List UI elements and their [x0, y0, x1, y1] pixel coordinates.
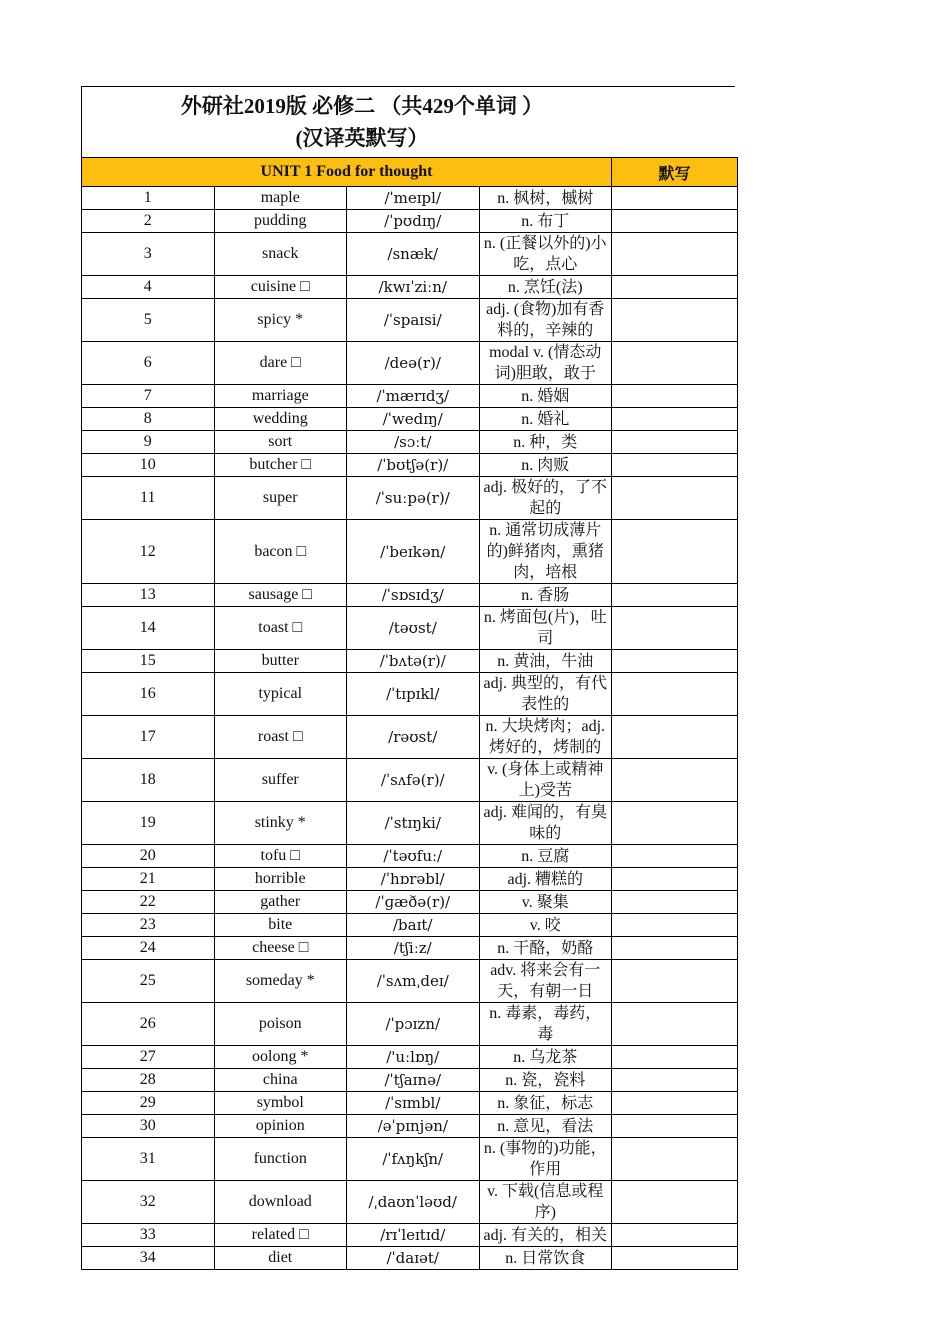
meaning-cell: n. 毒素，毒药，毒: [479, 1003, 612, 1046]
table-row: [82, 802, 738, 845]
word-cell: typical: [214, 673, 347, 716]
table-row: [82, 891, 738, 914]
dictation-cell[interactable]: [612, 1181, 738, 1224]
meaning-cell: adj. 极好的，了不起的: [479, 477, 612, 520]
phonetic-cell: /ˈsʌfə(r)/: [347, 759, 480, 802]
dictation-cell[interactable]: [612, 759, 738, 802]
dictation-heading: 默写: [612, 158, 738, 187]
dictation-cell[interactable]: [612, 1069, 738, 1092]
word-cell: poison: [214, 1003, 347, 1046]
table-row: [82, 187, 738, 210]
table-row: [82, 960, 738, 1003]
word-cell: bacon □: [214, 520, 347, 584]
word-cell: bite: [214, 914, 347, 937]
title-block: [81, 86, 735, 157]
phonetic-cell: /'uːlɒŋ/: [347, 1046, 480, 1069]
meaning-cell: adj. 难闻的，有臭味的: [479, 802, 612, 845]
row-number: 33: [82, 1224, 215, 1247]
row-number: 24: [82, 937, 215, 960]
row-number: 6: [82, 342, 215, 385]
meaning-cell: adj. 典型的，有代表性的: [479, 673, 612, 716]
meaning-cell: v. 咬: [479, 914, 612, 937]
phonetic-cell: /ˌdaʊnˈləʊd/: [347, 1181, 480, 1224]
row-number: 27: [82, 1046, 215, 1069]
row-number: 5: [82, 299, 215, 342]
meaning-cell: n. 布丁: [479, 210, 612, 233]
dictation-cell[interactable]: [612, 187, 738, 210]
row-number: 13: [82, 584, 215, 607]
word-cell: symbol: [214, 1092, 347, 1115]
meaning-cell: adv. 将来会有一天，有朝一日: [479, 960, 612, 1003]
dictation-cell[interactable]: [612, 914, 738, 937]
word-cell: snack: [214, 233, 347, 276]
dictation-cell[interactable]: [612, 1092, 738, 1115]
dictation-cell[interactable]: [612, 1138, 738, 1181]
dictation-cell[interactable]: [612, 891, 738, 914]
phonetic-cell: /ˈbʊtʃə(r)/: [347, 454, 480, 477]
dictation-cell[interactable]: [612, 210, 738, 233]
word-cell: sausage □: [214, 584, 347, 607]
dictation-cell[interactable]: [612, 1115, 738, 1138]
dictation-cell[interactable]: [612, 650, 738, 673]
table-row: [82, 1003, 738, 1046]
row-number: 20: [82, 845, 215, 868]
row-number: 18: [82, 759, 215, 802]
table-row: [82, 276, 738, 299]
row-number: 11: [82, 477, 215, 520]
phonetic-cell: /ˈtʃaɪnə/: [347, 1069, 480, 1092]
word-cell: roast □: [214, 716, 347, 759]
row-number: 3: [82, 233, 215, 276]
word-cell: butcher □: [214, 454, 347, 477]
table-row: [82, 759, 738, 802]
phonetic-cell: /əˈpɪnjən/: [347, 1115, 480, 1138]
table-row: [82, 607, 738, 650]
phonetic-cell: /ˈdaɪət/: [347, 1247, 480, 1270]
meaning-cell: n. (正餐以外的)小吃，点心: [479, 233, 612, 276]
dictation-cell[interactable]: [612, 342, 738, 385]
phonetic-cell: /ˈbeɪkən/: [347, 520, 480, 584]
word-cell: spicy *: [214, 299, 347, 342]
table-row: [82, 650, 738, 673]
meaning-cell: n. 枫树，槭树: [479, 187, 612, 210]
table-row: [82, 385, 738, 408]
vocabulary-table: [81, 157, 738, 1270]
word-cell: super: [214, 477, 347, 520]
unit-heading: UNIT 1 Food for thought: [82, 158, 612, 187]
meaning-cell: n. 香肠: [479, 584, 612, 607]
row-number: 2: [82, 210, 215, 233]
dictation-cell[interactable]: [612, 477, 738, 520]
meaning-cell: v. (身体上或精神上)受苦: [479, 759, 612, 802]
phonetic-cell: /ˈwedɪŋ/: [347, 408, 480, 431]
table-row: [82, 520, 738, 584]
table-row: [82, 1092, 738, 1115]
table-header-row: [82, 158, 738, 187]
meaning-cell: n. 烹饪(法): [479, 276, 612, 299]
phonetic-cell: /ˈhɒrəbl/: [347, 868, 480, 891]
row-number: 16: [82, 673, 215, 716]
word-cell: dare □: [214, 342, 347, 385]
word-cell: gather: [214, 891, 347, 914]
word-cell: function: [214, 1138, 347, 1181]
meaning-cell: n. 象征，标志: [479, 1092, 612, 1115]
phonetic-cell: /ˈpʊdɪŋ/: [347, 210, 480, 233]
phonetic-cell: /ˈbʌtə(r)/: [347, 650, 480, 673]
row-number: 9: [82, 431, 215, 454]
phonetic-cell: /ˈsɒsɪdʒ/: [347, 584, 480, 607]
phonetic-cell: /tʃiːz/: [347, 937, 480, 960]
phonetic-cell: /sɔːt/: [347, 431, 480, 454]
table-row: [82, 210, 738, 233]
vocabulary-sheet: [81, 86, 735, 1270]
meaning-cell: v. 聚集: [479, 891, 612, 914]
table-row: [82, 673, 738, 716]
row-number: 1: [82, 187, 215, 210]
row-number: 8: [82, 408, 215, 431]
row-number: 10: [82, 454, 215, 477]
meaning-cell: n. (事物的)功能，作用: [479, 1138, 612, 1181]
word-cell: sort: [214, 431, 347, 454]
dictation-cell[interactable]: [612, 1046, 738, 1069]
phonetic-cell: /rəʊst/: [347, 716, 480, 759]
phonetic-cell: /ˈtɪpɪkl/: [347, 673, 480, 716]
meaning-cell: modal v. (情态动词)胆敢，敢于: [479, 342, 612, 385]
table-row: [82, 1181, 738, 1224]
phonetic-cell: /snæk/: [347, 233, 480, 276]
row-number: 19: [82, 802, 215, 845]
word-cell: opinion: [214, 1115, 347, 1138]
table-row: [82, 431, 738, 454]
dictation-cell[interactable]: [612, 431, 738, 454]
phonetic-cell: /ˈpɔɪzn/: [347, 1003, 480, 1046]
phonetic-cell: /ˈstɪŋki/: [347, 802, 480, 845]
meaning-cell: n. 日常饮食: [479, 1247, 612, 1270]
word-cell: stinky *: [214, 802, 347, 845]
row-number: 21: [82, 868, 215, 891]
word-cell: cheese □: [214, 937, 347, 960]
word-cell: wedding: [214, 408, 347, 431]
dictation-cell[interactable]: [612, 385, 738, 408]
row-number: 28: [82, 1069, 215, 1092]
meaning-cell: n. 肉贩: [479, 454, 612, 477]
table-row: [82, 914, 738, 937]
phonetic-cell: /ˈtəʊfuː/: [347, 845, 480, 868]
meaning-cell: n. 黄油，牛油: [479, 650, 612, 673]
row-number: 23: [82, 914, 215, 937]
phonetic-cell: /ˈfʌŋkʃn/: [347, 1138, 480, 1181]
word-cell: cuisine □: [214, 276, 347, 299]
phonetic-cell: /kwɪˈziːn/: [347, 276, 480, 299]
word-cell: download: [214, 1181, 347, 1224]
phonetic-cell: /rɪˈleɪtɪd/: [347, 1224, 480, 1247]
row-number: 31: [82, 1138, 215, 1181]
word-cell: someday *: [214, 960, 347, 1003]
dictation-cell[interactable]: [612, 673, 738, 716]
phonetic-cell: /ˈsɪmbl/: [347, 1092, 480, 1115]
row-number: 34: [82, 1247, 215, 1270]
word-cell: butter: [214, 650, 347, 673]
phonetic-cell: /ˈmærɪdʒ/: [347, 385, 480, 408]
meaning-cell: n. 乌龙茶: [479, 1046, 612, 1069]
dictation-cell[interactable]: [612, 802, 738, 845]
row-number: 26: [82, 1003, 215, 1046]
dictation-cell[interactable]: [612, 520, 738, 584]
table-row: [82, 716, 738, 759]
meaning-cell: n. 种，类: [479, 431, 612, 454]
dictation-cell[interactable]: [612, 408, 738, 431]
dictation-cell[interactable]: [612, 276, 738, 299]
phonetic-cell: /ˈspaɪsi/: [347, 299, 480, 342]
word-cell: pudding: [214, 210, 347, 233]
table-row: [82, 868, 738, 891]
dictation-cell[interactable]: [612, 1003, 738, 1046]
table-row: [82, 1247, 738, 1270]
table-row: [82, 845, 738, 868]
table-row: [82, 233, 738, 276]
page-subtitle: (汉译英默写）: [295, 126, 429, 150]
meaning-cell: n. 豆腐: [479, 845, 612, 868]
table-row: [82, 477, 738, 520]
meaning-cell: n. 婚姻: [479, 385, 612, 408]
phonetic-cell: /ˈmeɪpl/: [347, 187, 480, 210]
table-row: [82, 1115, 738, 1138]
table-row: [82, 1046, 738, 1069]
meaning-cell: n. 瓷，瓷料: [479, 1069, 612, 1092]
dictation-cell[interactable]: [612, 607, 738, 650]
meaning-cell: n. 意见，看法: [479, 1115, 612, 1138]
row-number: 29: [82, 1092, 215, 1115]
table-row: [82, 342, 738, 385]
row-number: 17: [82, 716, 215, 759]
phonetic-cell: /baɪt/: [347, 914, 480, 937]
table-row: [82, 937, 738, 960]
row-number: 30: [82, 1115, 215, 1138]
meaning-cell: v. 下载(信息或程序): [479, 1181, 612, 1224]
row-number: 32: [82, 1181, 215, 1224]
dictation-cell[interactable]: [612, 716, 738, 759]
table-row: [82, 299, 738, 342]
table-row: [82, 1138, 738, 1181]
word-cell: related □: [214, 1224, 347, 1247]
phonetic-cell: /təʊst/: [347, 607, 480, 650]
word-cell: marriage: [214, 385, 347, 408]
word-cell: toast □: [214, 607, 347, 650]
dictation-cell[interactable]: [612, 454, 738, 477]
word-cell: oolong *: [214, 1046, 347, 1069]
word-cell: horrible: [214, 868, 347, 891]
word-cell: maple: [214, 187, 347, 210]
phonetic-cell: /ˈsuːpə(r)/: [347, 477, 480, 520]
dictation-cell[interactable]: [612, 233, 738, 276]
meaning-cell: n. 通常切成薄片的)鲜猪肉，熏猪肉，培根: [479, 520, 612, 584]
word-cell: suffer: [214, 759, 347, 802]
phonetic-cell: /ˈɡæðə(r)/: [347, 891, 480, 914]
dictation-cell[interactable]: [612, 1224, 738, 1247]
dictation-cell[interactable]: [612, 845, 738, 868]
row-number: 4: [82, 276, 215, 299]
table-row: [82, 1224, 738, 1247]
dictation-cell[interactable]: [612, 868, 738, 891]
dictation-cell[interactable]: [612, 299, 738, 342]
row-number: 25: [82, 960, 215, 1003]
row-number: 7: [82, 385, 215, 408]
word-cell: diet: [214, 1247, 347, 1270]
table-row: [82, 584, 738, 607]
meaning-cell: adj. 糟糕的: [479, 868, 612, 891]
meaning-cell: n. 烤面包(片)，吐司: [479, 607, 612, 650]
meaning-cell: n. 婚礼: [479, 408, 612, 431]
word-cell: tofu □: [214, 845, 347, 868]
dictation-cell[interactable]: [612, 1247, 738, 1270]
meaning-cell: adj. 有关的，相关: [479, 1224, 612, 1247]
row-number: 15: [82, 650, 215, 673]
table-row: [82, 408, 738, 431]
meaning-cell: n. 大块烤肉；adj. 烤好的，烤制的: [479, 716, 612, 759]
row-number: 12: [82, 520, 215, 584]
dictation-cell[interactable]: [612, 584, 738, 607]
row-number: 22: [82, 891, 215, 914]
meaning-cell: n. 干酪，奶酪: [479, 937, 612, 960]
table-row: [82, 1069, 738, 1092]
table-row: [82, 454, 738, 477]
word-cell: china: [214, 1069, 347, 1092]
row-number: 14: [82, 607, 215, 650]
phonetic-cell: /ˈsʌmˌdeɪ/: [347, 960, 480, 1003]
meaning-cell: adj. (食物)加有香料的，辛辣的: [479, 299, 612, 342]
dictation-cell[interactable]: [612, 960, 738, 1003]
page-title: 外研社2019版 必修二 （共429个单词 ）: [180, 94, 544, 118]
dictation-cell[interactable]: [612, 937, 738, 960]
phonetic-cell: /deə(r)/: [347, 342, 480, 385]
